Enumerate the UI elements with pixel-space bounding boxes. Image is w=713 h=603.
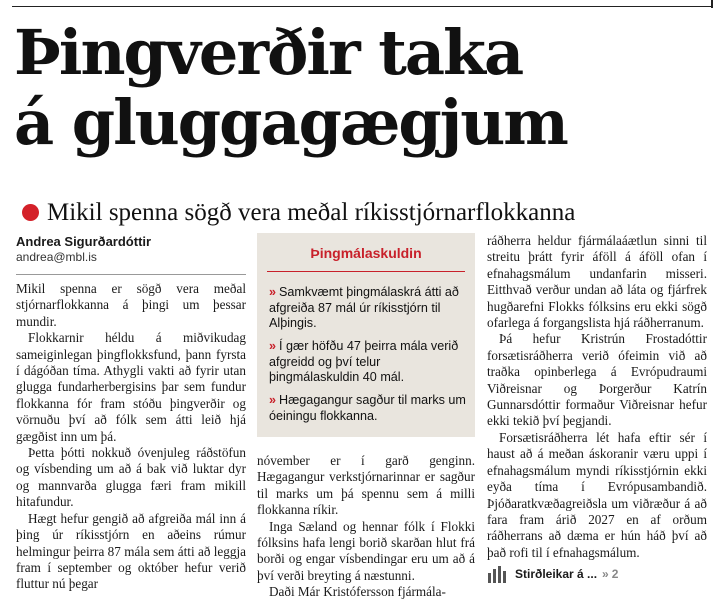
sidebar-item: » Hægagangur sagður til marks um óeiningu flokkanna. [269, 393, 466, 423]
double-chevron-icon: » [602, 567, 609, 581]
sidebar-item: » Í gær höfðu 47 þeirra mála verið afgreidd og því telur þingmálaskuldin 40 mál. [269, 339, 459, 384]
paragraph: nóvember er í garð genginn. Hægagangur verkstjórnarinnar er sagður til marks um þá spennu sem á milli flokkanna ríkir. [257, 453, 475, 518]
deck-text: Mikil spenna sögð vera meðal ríkisstjórnarflokkanna [47, 199, 576, 226]
paragraph: Daði Már Kristófersson fjármála- [269, 584, 446, 600]
chevron-right-icon: » [269, 339, 277, 353]
sidebar-title-rule [267, 271, 465, 272]
chevron-right-icon: » [269, 285, 277, 299]
top-rule [12, 6, 712, 7]
paragraph: Þetta þótti nokkuð óvenjuleg ráðstöfun og vísbending um að á bak við luktar dyr og mannvarða glugga færi fram mikill hitafundur. [16, 445, 246, 510]
red-dot-icon [22, 204, 39, 221]
byline-email[interactable]: andrea@mbl.is [16, 250, 97, 264]
headline-line-1: Þingverðir taka [14, 16, 523, 89]
sidebar-box [257, 233, 475, 437]
byline-divider [16, 274, 246, 275]
paragraph: Flokkarnir héldu á miðvikudag sameiginlegan þingflokksfund, þann fyrsta í dágóðan tíma. Athygli vakti að fyrir utan glugga fundarherbergisins þar sem fundur flokkanna fór fram stóðu þingverðir og vörnuðu því að fólk sem átti leið hjá gægðist inn um þá. [16, 330, 246, 444]
paragraph: ráðherra heldur fjármálaáætlun sinni til streitu þrátt fyrir áföll á áföll ofan í efnahagsmálum undanfarin misseri. Eitthvað verður undan að láta og fjárfrek hugðarefni Flokks fólksins eru ekki sögð ofarlega á forgangslista hjá ráðherranum. [487, 233, 707, 331]
headline [14, 18, 704, 158]
paragraph: Hægt hefur gengið að afgreiða mál inn á þing úr ríkisstjórn en aðeins rúmur helmingur þeirra 87 mála sem átti að leggja fram í september og október hefur verið fluttur nú þegar [16, 510, 246, 592]
deck [22, 198, 712, 228]
article-column-2 [257, 453, 475, 601]
teaser-link[interactable] [487, 562, 707, 586]
teaser-page-number: 2 [611, 567, 619, 581]
headline-line-2: á gluggagægjum [14, 86, 567, 159]
paragraph: Þá hefur Kristrún Frostadóttir forsætisráðherra verið ófeimin við að traðka opinberlega á Evrópudraumi Viðreisnar og Þorgerður Katrín Gunnarsdóttir formaður Viðreisnar hefur ekki tekið því þegjandi. [487, 331, 707, 429]
paragraph: Forsætisráðherra lét hafa eftir sér í haust að á meðan áskoranir væru uppi í efnahagsmálum myndi ríkisstjórnin ekki eyða tíma í Evrópusambandið. Þjóðaratkvæðagreiðsla um viðræður á að fara fram árið 2027 en af orðum ráðherrans að dæma er hún háð því að það rofi til í efnahagsmálum. [487, 429, 707, 560]
byline-author: Andrea Sigurðardóttir [16, 234, 152, 249]
article-column-1 [16, 281, 246, 593]
paragraph: Inga Sæland og hennar fólk í Flokki fólksins hafa lengi borið skarðan hlut frá borði og engar vísbendingar eru um að á því verði breyting á næstunni. [257, 518, 475, 583]
sidebar-item: » Samkvæmt þingmálaskrá átti að afgreiða 87 mál úr ríkisstjórn til Alþingis. [269, 285, 459, 330]
parliament-icon [487, 565, 509, 583]
chevron-right-icon: » [269, 393, 277, 407]
paragraph: Mikil spenna er sögð vera meðal stjórnarflokkanna á þingi um þessar mundir. [16, 281, 246, 329]
teaser-label: Stirðleikar á ... [515, 567, 598, 581]
sidebar-title: Þingmálaskuldin [310, 245, 422, 261]
article-column-3 [487, 233, 707, 561]
